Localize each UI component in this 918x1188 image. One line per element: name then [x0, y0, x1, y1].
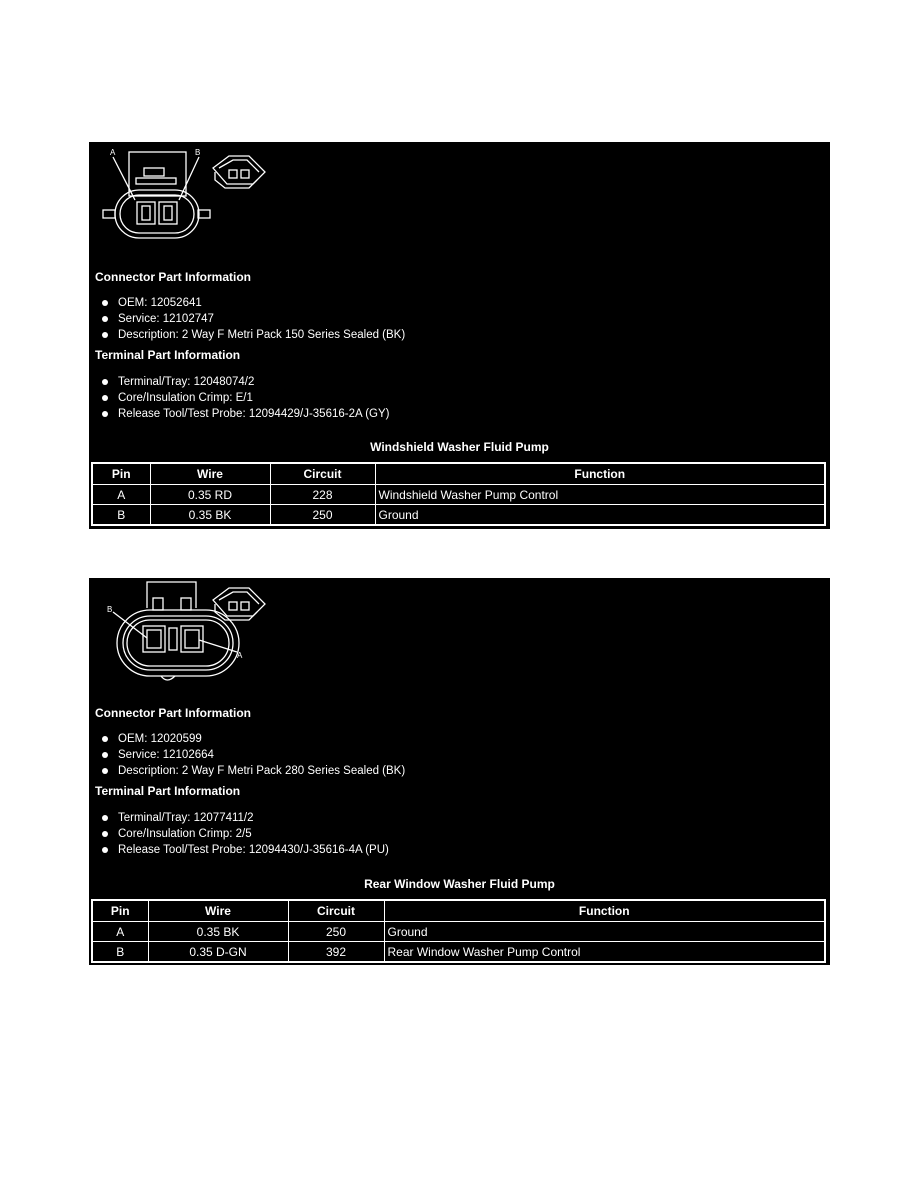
bullet-icon	[102, 736, 108, 742]
pinout-table	[91, 462, 826, 526]
table-row	[92, 485, 825, 505]
bullet-icon	[102, 815, 108, 821]
bullet-icon	[102, 411, 108, 417]
pin-cell: A	[92, 922, 148, 942]
pin-b-label: B	[107, 605, 113, 614]
terminal-part-heading: Terminal Part Information	[95, 784, 241, 798]
connector-panel-windshield	[89, 142, 830, 529]
terminal-part-list	[99, 810, 389, 858]
table-row	[92, 505, 825, 526]
list-item: Terminal/Tray: 12048074/2	[99, 374, 390, 390]
bullet-icon	[102, 847, 108, 853]
function-cell: Ground	[384, 922, 825, 942]
terminal-part-heading: Terminal Part Information	[95, 348, 241, 362]
table-title: Windshield Washer Fluid Pump	[370, 440, 549, 454]
function-cell: Windshield Washer Pump Control	[375, 485, 825, 505]
circuit-cell: 392	[288, 942, 384, 963]
connector-part-heading: Connector Part Information	[95, 706, 252, 720]
bullet-icon	[102, 752, 108, 758]
wire-cell: 0.35 D-GN	[148, 942, 288, 963]
pin-cell: B	[92, 942, 148, 963]
circuit-cell: 250	[288, 922, 384, 942]
list-item: Description: 2 Way F Metri Pack 280 Series Sealed (BK)	[99, 763, 405, 779]
list-item: Service: 12102747	[99, 311, 405, 327]
connector-face-diagram	[89, 142, 289, 272]
bullet-icon	[102, 395, 108, 401]
list-item: Core/Insulation Crimp: 2/5	[99, 826, 389, 842]
table-row	[92, 942, 825, 963]
pin-b-label: B	[195, 148, 201, 157]
connector-part-heading: Connector Part Information	[95, 270, 252, 284]
pin-cell: A	[92, 485, 150, 505]
wire-cell: 0.35 RD	[150, 485, 270, 505]
bullet-icon	[102, 332, 108, 338]
list-item: OEM: 12020599	[99, 731, 405, 747]
wire-cell: 0.35 BK	[150, 505, 270, 526]
pin-cell: B	[92, 505, 150, 526]
list-item: Core/Insulation Crimp: E/1	[99, 390, 390, 406]
list-item: Description: 2 Way F Metri Pack 150 Series Sealed (BK)	[99, 327, 405, 343]
list-item: Terminal/Tray: 12077411/2	[99, 810, 389, 826]
circuit-cell: 250	[270, 505, 375, 526]
connector-face-diagram	[89, 578, 289, 708]
table-header-row	[92, 463, 825, 485]
function-cell: Rear Window Washer Pump Control	[384, 942, 825, 963]
bullet-icon	[102, 300, 108, 306]
column-header-circuit: Circuit	[288, 900, 384, 922]
bullet-icon	[102, 768, 108, 774]
list-item: Release Tool/Test Probe: 12094429/J-35616-2A (GY)	[99, 406, 390, 422]
terminal-part-list	[99, 374, 390, 422]
connector-part-list	[99, 731, 405, 779]
column-header-function: Function	[384, 900, 825, 922]
bullet-icon	[102, 379, 108, 385]
list-item: Release Tool/Test Probe: 12094430/J-35616-4A (PU)	[99, 842, 389, 858]
list-item: Service: 12102664	[99, 747, 405, 763]
column-header-function: Function	[375, 463, 825, 485]
function-cell: Ground	[375, 505, 825, 526]
list-item: OEM: 12052641	[99, 295, 405, 311]
column-header-wire: Wire	[148, 900, 288, 922]
column-header-circuit: Circuit	[270, 463, 375, 485]
column-header-wire: Wire	[150, 463, 270, 485]
bullet-icon	[102, 316, 108, 322]
column-header-pin: Pin	[92, 463, 150, 485]
wire-cell: 0.35 BK	[148, 922, 288, 942]
connector-panel-rear-window	[89, 578, 830, 965]
table-header-row	[92, 900, 825, 922]
pinout-table	[91, 899, 826, 963]
pin-a-label: A	[237, 651, 243, 660]
pin-a-label: A	[110, 148, 116, 157]
connector-part-list	[99, 295, 405, 343]
table-row	[92, 922, 825, 942]
table-title: Rear Window Washer Fluid Pump	[364, 877, 555, 891]
bullet-icon	[102, 831, 108, 837]
circuit-cell: 228	[270, 485, 375, 505]
column-header-pin: Pin	[92, 900, 148, 922]
